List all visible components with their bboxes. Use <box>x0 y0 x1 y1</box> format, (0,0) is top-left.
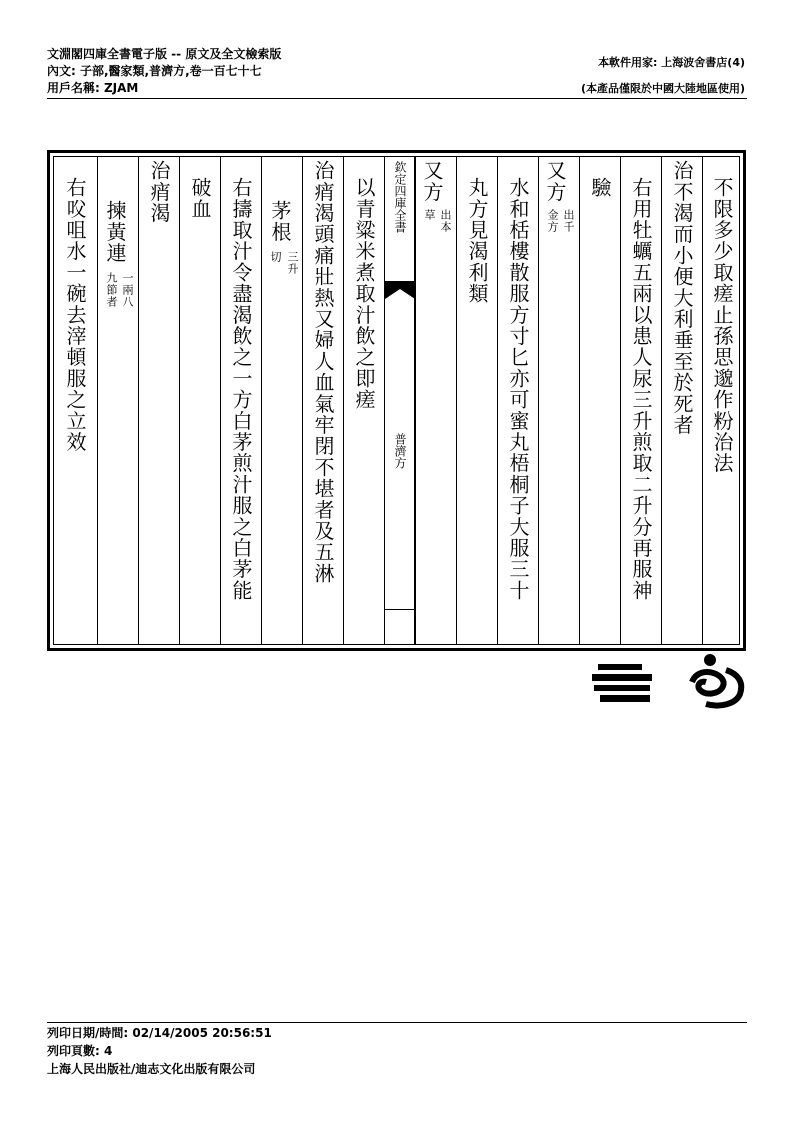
column-text: 丸方見渴利類 <box>465 177 489 305</box>
column-annotation: 九節者 <box>105 272 118 308</box>
header-right <box>581 50 745 102</box>
column-text: 治痟渴頭痛壯熱又婦人血氣牢閉不堪者及五淋 <box>311 160 335 584</box>
column-2 <box>661 157 702 644</box>
column-6 <box>497 157 538 644</box>
column-text: 右擣取汁令盡渴飲之一方白茅煎汁服之白茅能 <box>229 177 253 601</box>
seal-stamp-right-icon <box>686 652 748 710</box>
print-datetime: 列印日期/時間: 02/14/2005 20:56:51 <box>47 1026 272 1040</box>
column-3 <box>620 157 661 644</box>
column-7 <box>456 157 497 644</box>
column-text: 以青粱米煮取汁飲之即瘥 <box>352 177 376 411</box>
column-16 <box>97 157 138 644</box>
column-15 <box>138 157 179 644</box>
column-text: 水和栝樓散服方寸匕亦可蜜丸梧桐子大服三十 <box>506 177 530 601</box>
text-frame <box>47 150 746 651</box>
column-grid <box>53 156 740 645</box>
column-13 <box>220 157 261 644</box>
column-text: 治不渴而小便大利垂至於死者 <box>670 160 694 436</box>
fishtail-mark-icon <box>385 281 415 301</box>
header-region-note: (本產品僅限於中國大陸地區使用) <box>580 82 745 95</box>
column-4 <box>579 157 620 644</box>
seal-stamp-left-icon <box>590 662 656 704</box>
spine-divider <box>385 609 414 610</box>
column-text: 治痟渴 <box>147 160 171 224</box>
column-text: 右㕮咀水一碗去滓頓服之立效 <box>63 177 87 453</box>
column-12 <box>261 157 302 644</box>
column-annotation: 出本 <box>439 209 452 233</box>
print-page-count: 列印頁數: 4 <box>47 1044 113 1058</box>
column-heading: 茅根 <box>268 200 292 243</box>
column-8 <box>415 157 456 644</box>
spine-book-title: 普濟方 <box>393 433 407 469</box>
header-licensee: 本軟件用家: 上海波舍書店(4) <box>598 56 745 69</box>
column-text: 不限多少取瘥止孫思邈作粉治法 <box>710 177 734 474</box>
column-heading: 揀黃連 <box>103 200 127 264</box>
column-heading: 又方 <box>543 160 567 203</box>
column-1 <box>702 157 741 644</box>
column-text: 驗 <box>588 177 612 199</box>
column-5 <box>538 157 579 644</box>
header-content-path: 內文: 子部,醫家類,普濟方,卷一百七十七 <box>47 64 262 78</box>
column-heading: 又方 <box>420 160 444 203</box>
publisher: 上海人民出版社/迪志文化出版有限公司 <box>47 1062 256 1076</box>
column-annotation: 三升 <box>286 251 299 275</box>
header-title: 文淵閣四庫全書電子版 -- 原文及全文檢索版 <box>47 47 282 61</box>
column-annotation: 草 <box>423 209 436 221</box>
footer <box>47 1024 272 1078</box>
column-annotation: 出千 <box>562 209 575 233</box>
header-username: 用戶名稱: ZJAM <box>47 81 139 95</box>
column-annotation: 一兩八 <box>121 272 134 308</box>
column-14 <box>179 157 220 644</box>
column-annotation: 金方 <box>546 209 559 233</box>
spine-collection-title: 欽定四庫全書 <box>393 161 407 233</box>
column-11 <box>302 157 343 644</box>
column-17 <box>54 157 97 644</box>
header-divider <box>47 98 747 99</box>
column-text: 破血 <box>188 177 212 220</box>
book-spine <box>384 157 415 644</box>
column-text: 右用牡蠣五兩以患人尿三升煎取二升分再服神 <box>629 177 653 601</box>
column-annotation: 切 <box>269 251 282 263</box>
column-10 <box>343 157 384 644</box>
footer-divider <box>47 1022 747 1023</box>
header-left <box>47 46 281 97</box>
